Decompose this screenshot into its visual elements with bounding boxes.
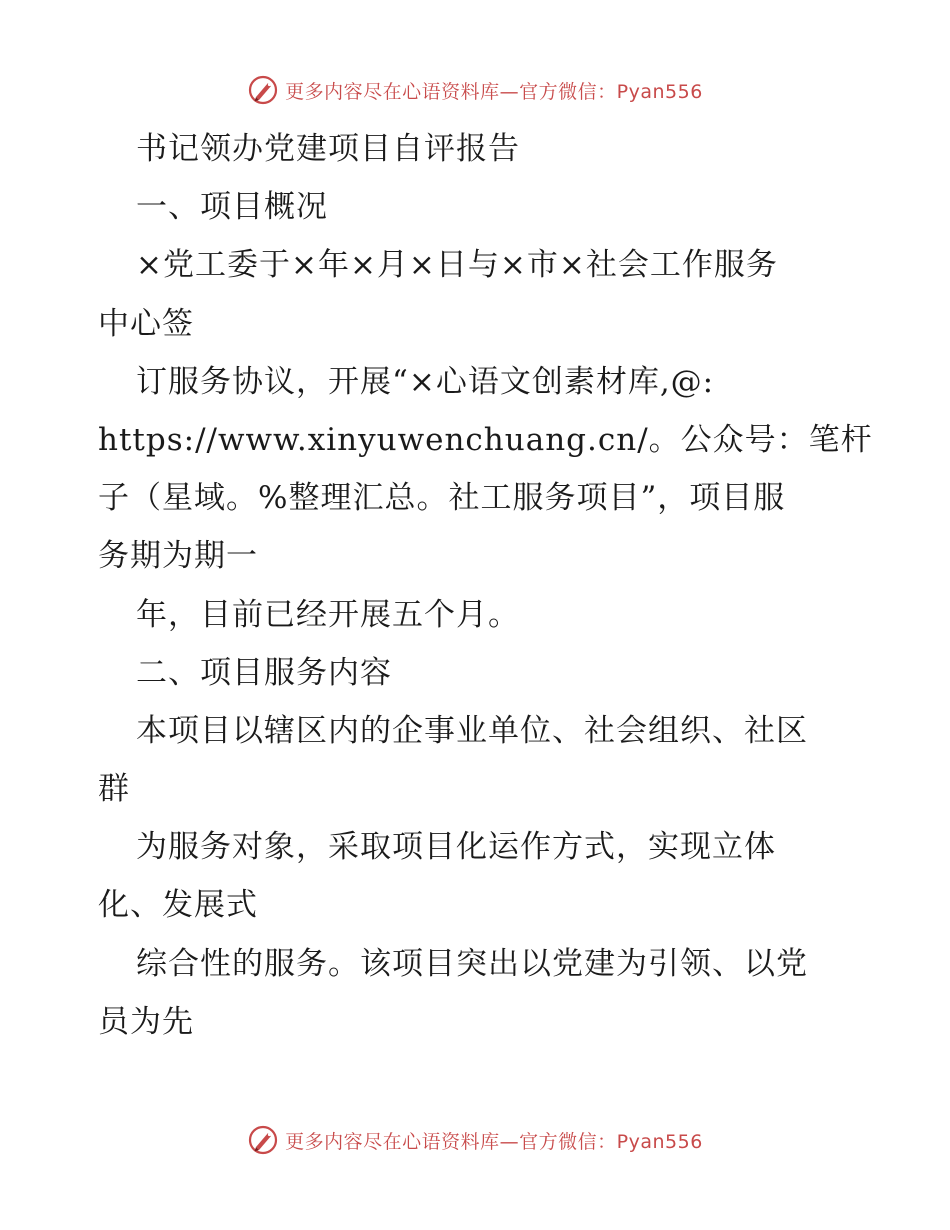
paragraph-line: https://www.xinyuwenchuang.cn/。公众号：笔杆 <box>98 421 873 458</box>
paragraph-line: 年，目前已经开展五个月。 <box>136 596 520 633</box>
paragraph-line: 中心签 <box>98 305 194 342</box>
paragraph-line: 综合性的服务。该项目突出以党建为引领、以党 <box>136 945 808 982</box>
document-title: 书记领办党建项目自评报告 <box>136 131 520 167</box>
section-heading-2: 二、项目服务内容 <box>136 654 392 691</box>
paragraph-line: 员为先 <box>98 1003 194 1040</box>
document-body <box>98 120 873 1051</box>
paragraph-line: 化、发展式 <box>98 887 258 924</box>
paragraph-line: 务期为期一 <box>98 538 258 575</box>
paragraph-line: 为服务对象，采取项目化运作方式，实现立体 <box>136 829 776 866</box>
paragraph-line: 本项目以辖区内的企事业单位、社会组织、社区 <box>136 712 808 749</box>
header-banner-text: 更多内容尽在心语资料库—官方微信：Pyan556 <box>285 80 703 103</box>
section-heading-1: 一、项目概况 <box>136 189 328 226</box>
pen-seal-logo-icon <box>247 74 279 106</box>
footer-banner <box>0 1120 950 1160</box>
paragraph-line: 订服务协议，开展“×心语文创素材库,@: <box>136 363 715 400</box>
pen-seal-logo-icon <box>247 1124 279 1156</box>
paragraph-line: 子（星域。%整理汇总。社工服务项目”，项目服 <box>98 480 786 517</box>
header-banner <box>0 70 950 110</box>
footer-banner-text: 更多内容尽在心语资料库—官方微信：Pyan556 <box>285 1130 703 1153</box>
paragraph-line: 群 <box>98 771 130 808</box>
paragraph-line: ×党工委于×年×月×日与×市×社会工作服务 <box>136 247 778 284</box>
